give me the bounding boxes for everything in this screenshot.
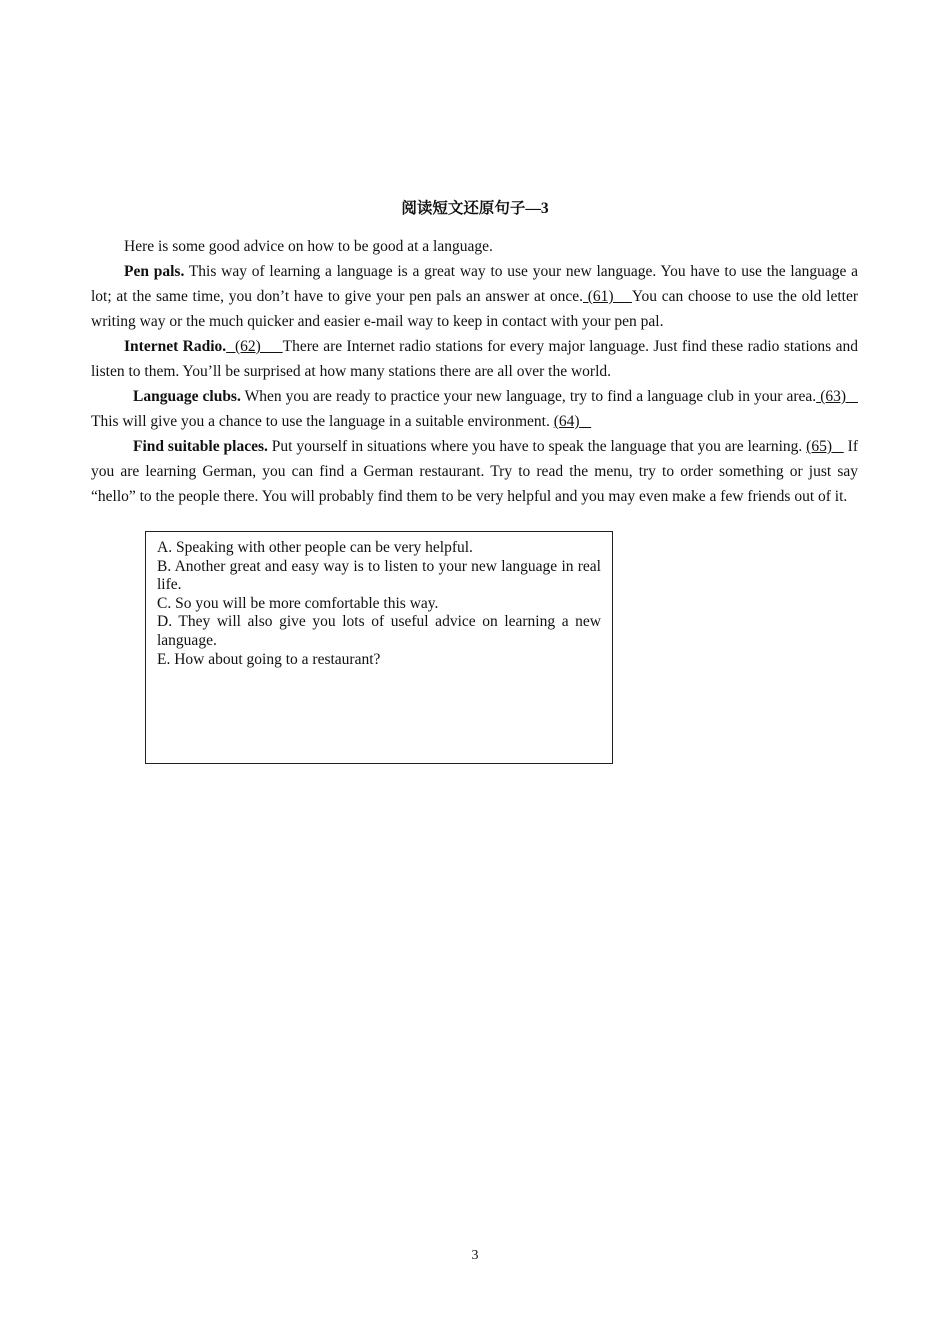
paragraph-pen-pals [91,259,858,334]
option-b: B. Another great and easy way is to listen to your new language in real life. [157,557,601,594]
pen-pals-text-2: You can choose to use the old letter writing way or the much quicker and easier e-mail way to keep in contact with your pen pal. [91,288,858,330]
option-a: A. Speaking with other people can be very helpful. [157,539,473,556]
option-d: D. They will also give you lots of useful advice on learning a new language. [157,613,601,649]
heading-internet-radio: Internet Radio. [124,338,227,355]
page-title: 阅读短文还原句子—3 [401,200,549,217]
options-box [145,531,613,764]
internet-radio-text: There are Internet radio stations for every major language. Just find these radio stations and listen to them. You’ll be surprised at how many stations there are all over the world. [91,338,859,380]
paragraph-internet-radio [91,334,858,384]
language-clubs-text-2: This will give you a chance to use the language in a suitable environment. [91,413,554,430]
paragraph-language-clubs [91,384,858,434]
option-c: C. So you will be more comfortable this way. [157,594,439,612]
heading-language-clubs: Language clubs. [133,388,241,405]
option-e: E. How about going to a restaurant? [157,650,381,668]
heading-pen-pals: Pen pals. [124,263,185,280]
heading-find-places: Find suitable places. [133,438,268,455]
paragraph-find-places [91,434,858,509]
passage [91,234,858,509]
blank-61[interactable]: (61) [583,288,632,305]
pen-pals-text-1: This way of learning a language is a great way to use your new language. You have to use the language a lot; at the same time, you don’t have to give your pen pals an answer at once. [91,263,858,305]
language-clubs-text-1: When you are ready to practice your new language, try to find a language club in your area. [240,388,817,405]
intro-paragraph: Here is some good advice on how to be good at a language. [124,238,493,255]
page-number: 3 [471,1248,479,1263]
blank-64[interactable]: (64) [553,413,592,430]
find-places-text-1: Put yourself in situations where you have to speak the language that you are learning. [267,438,807,455]
blank-62[interactable]: (62) [226,338,283,355]
blank-63[interactable]: (63) [816,388,858,405]
find-places-text-2: If you are learning German, you can find a German restaurant. Try to read the menu, try to order something or just say “hello” to the people there. You will probably find them to be very helpful and you may even make a few friends out of it. [91,438,858,505]
blank-65[interactable]: (65) [806,438,844,455]
